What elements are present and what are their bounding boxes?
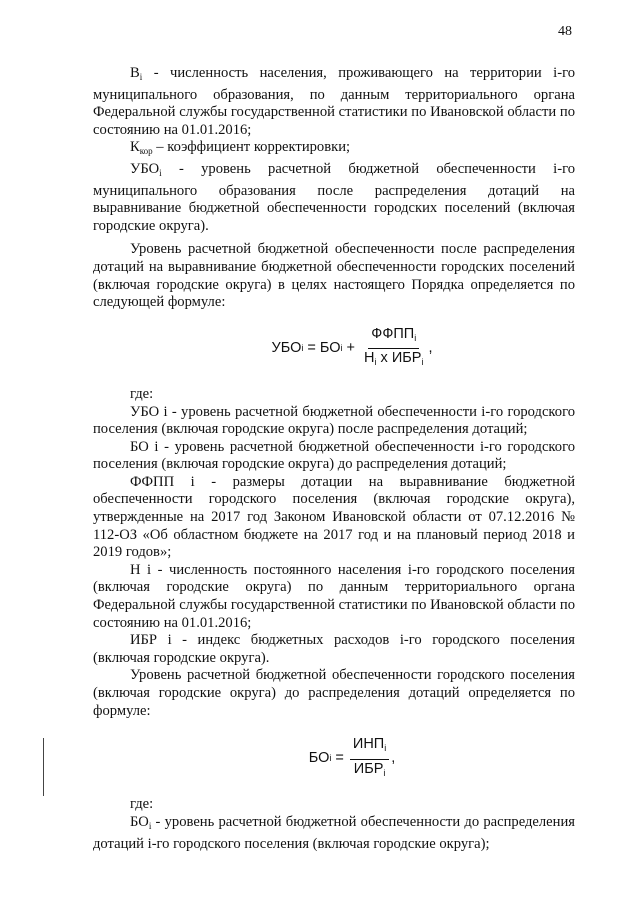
fraction-denominator (351, 760, 389, 783)
numerator-sub: i (414, 332, 417, 343)
denominator-ibr: x ИБР (376, 350, 422, 367)
formula-lhs-sub: i (301, 343, 304, 354)
formula-eq: = БО (303, 340, 341, 357)
numerator-sub: i (384, 743, 387, 754)
formula-ubo (129, 326, 575, 372)
formula-lhs-sub: i (329, 753, 332, 764)
definition-ffpp (93, 474, 575, 562)
definition-ubo-mo (93, 161, 575, 235)
term-subscript: i (148, 820, 152, 831)
term: Н i (130, 561, 152, 578)
formula-bo (129, 736, 575, 782)
definition-text: - уровень расчетной бюджетной обеспеченности i-го городского поселения (включая городские округа) после распределения дотаций; (93, 403, 576, 438)
where-label-2: где: (130, 796, 154, 813)
definition-text: - уровень расчетной бюджетной обеспеченности i-го городского поселения (включая городские округа) до распределения дотаций; (93, 438, 575, 473)
numerator-text: ФФПП (371, 325, 415, 342)
page-number: 48 (558, 24, 572, 39)
document-body (93, 65, 575, 853)
formula-tail: , (428, 340, 433, 357)
definition-text: - численность населения, проживающего на территории i-го муниципального образования, по данным территориального органа Федеральной службы государственной статистики по Ивановской области по состоянию на 01.01.2016; (93, 65, 575, 138)
definition-kkor (93, 139, 575, 161)
definition-b (93, 65, 575, 139)
term: БО i (130, 438, 159, 455)
definition-h (93, 562, 575, 632)
numerator-text: ИНП (352, 736, 385, 753)
term-subscript: i (139, 72, 143, 82)
denominator-text: ИБР (353, 760, 384, 777)
formula-lhs: УБО (271, 340, 302, 357)
term: ИБР i (130, 632, 172, 649)
definition-text: - размеры дотации на выравнивание бюджетной обеспеченности городского поселения (включая городские округа), утвержденные на 2017 год Законом Ивановской области от 07.12.2016 № 112-ОЗ «Об областном бюджете на 2017 год и на плановый период 2018 и 2019 годов»; (93, 473, 576, 561)
term-subscript: i (159, 167, 162, 178)
definition-text: - уровень расчетной бюджетной обеспеченности i-го муниципального образования после распределения дотаций на выравнивание бюджетной обеспеченности городских поселений (включая городские округа). (93, 160, 575, 234)
formula-intro-1: Уровень расчетной бюджетной обеспеченности после распределения дотаций на выравнивание бюджетной обеспеченности городских поселений (включая городские округа) в целях настоящего Порядка определяется по следующей формуле: (93, 241, 575, 311)
formula-intro-2: Уровень расчетной бюджетной обеспеченности городского поселения (включая городские округа) до распределения дотаций определяется по формуле: (93, 667, 575, 719)
term: УБО (130, 160, 160, 177)
term: К (130, 139, 140, 156)
definition-text: - индекс бюджетных расходов i-го городского поселения (включая городские округа). (93, 632, 575, 666)
term-subscript: кор (139, 146, 153, 157)
formula-lhs: БО (308, 750, 330, 767)
where-label-1: где: (130, 385, 154, 402)
definition-bo (93, 439, 575, 474)
definition-ubo (93, 404, 575, 439)
definition-bo-2 (93, 814, 575, 853)
fraction-numerator (350, 736, 389, 760)
formula-fraction (350, 736, 389, 782)
term: УБО i (130, 403, 168, 420)
definition-text: - уровень расчетной бюджетной обеспеченности до распределения дотаций i-го городского поселения (включая городские округа); (93, 813, 575, 852)
denominator-ibr-sub: i (421, 357, 424, 368)
term: БО (130, 813, 149, 830)
definition-text: - численность постоянного населения i-го городского поселения (включая городские округа) по данным территориального органа Федеральной службы государственной статистики по Ивановской области по состоянию на 01.01.2016; (93, 561, 575, 631)
formula-tail: , (391, 750, 396, 767)
denominator-h-sub: i (374, 357, 377, 368)
fraction-numerator (368, 326, 419, 350)
term: B (130, 65, 140, 81)
formula-plus: + (342, 340, 360, 357)
margin-line (43, 738, 44, 796)
fraction-denominator (361, 349, 426, 372)
term: ФФПП i (130, 473, 195, 490)
formula-eq: = (331, 750, 348, 767)
formula-fraction (361, 326, 426, 372)
formula-eq-sub: i (340, 343, 343, 354)
denominator-sub: i (383, 767, 386, 778)
denominator-h: H (364, 350, 375, 367)
definition-ibr (93, 632, 575, 667)
definition-text: – коэффициент корректировки; (152, 139, 351, 156)
